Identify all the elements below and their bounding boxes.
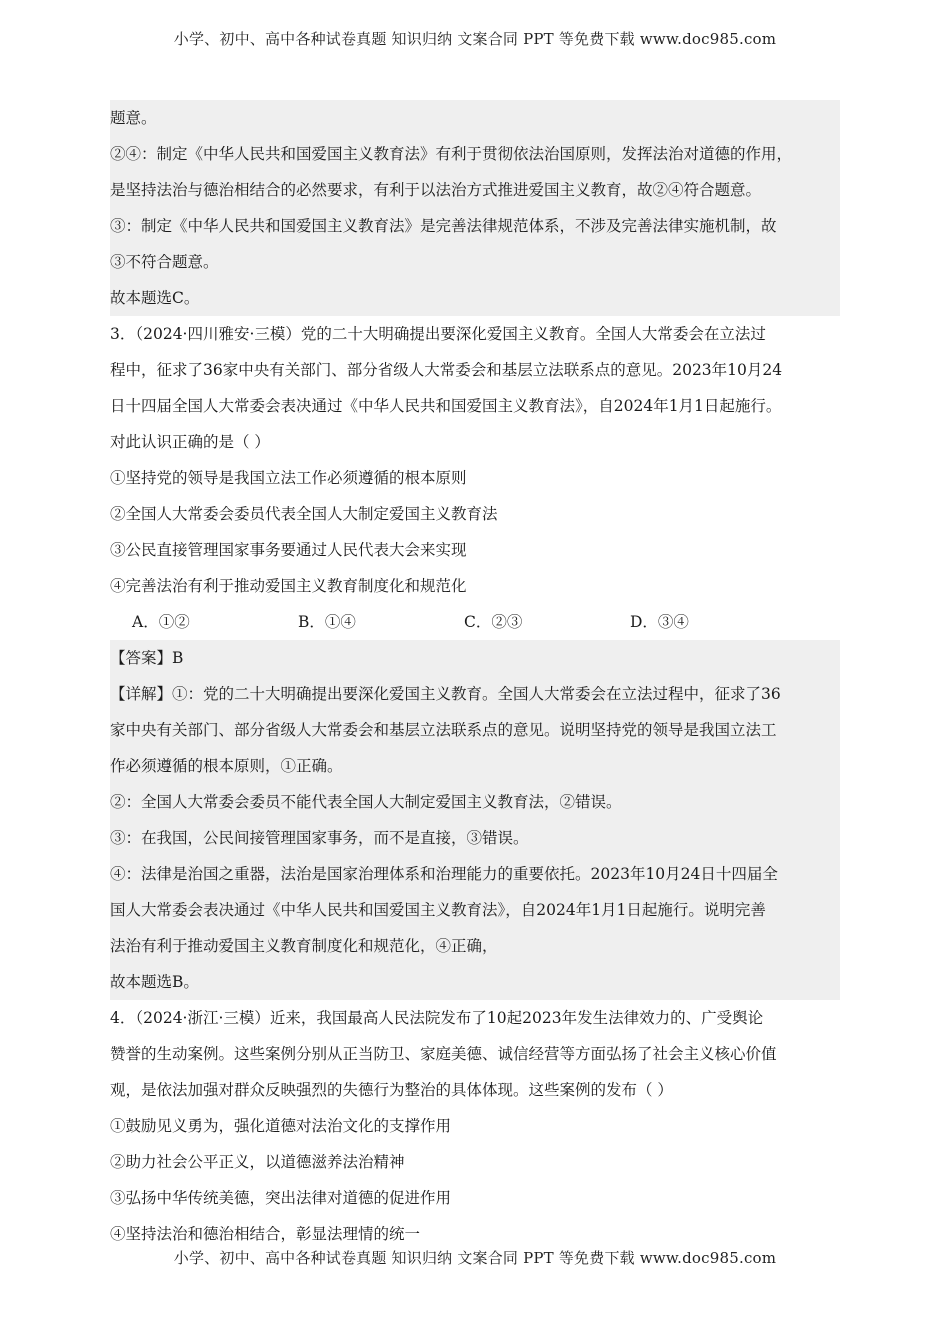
question-4 bbox=[110, 1000, 840, 1252]
page-footer: 小学、初中、高中各种试卷真题 知识归纳 文案合同 PPT 等免费下载 www.doc985.com bbox=[173, 1249, 777, 1267]
statement: ④坚持法治和德治相结合，彰显法理情的统一 bbox=[110, 1225, 421, 1243]
question-stem-line: 3．（2024·四川雅安·三模）党的二十大明确提出要深化爱国主义教育。全国人大常委会在立法过 bbox=[110, 325, 766, 343]
question-stem-line: 观，是依法加强对群众反映强烈的失德行为整治的具体体现。这些案例的发布（ ） bbox=[110, 1081, 673, 1099]
explanation-line: 国人大常委会表决通过《中华人民共和国爱国主义教育法》，自2024年1月1日起施行。说明完善 bbox=[110, 901, 766, 919]
text-line: 故本题选C。 bbox=[110, 289, 200, 307]
document-body bbox=[110, 100, 840, 1252]
statement: ④完善法治有利于推动爱国主义教育制度化和规范化 bbox=[110, 577, 467, 595]
statement: ③公民直接管理国家事务要通过人民代表大会来实现 bbox=[110, 541, 467, 559]
question-stem-line: 日十四届全国人大常委会表决通过《中华人民共和国爱国主义教育法》，自2024年1月1日起施行。 bbox=[110, 397, 782, 415]
explanation-line: ③：在我国，公民间接管理国家事务，而不是直接，③错误。 bbox=[110, 829, 529, 847]
previous-explanation-block bbox=[110, 100, 840, 316]
question-3 bbox=[110, 316, 840, 640]
text-line: ③不符合题意。 bbox=[110, 253, 219, 271]
question-stem-line: 赞誉的生动案例。这些案例分别从正当防卫、家庭美德、诚信经营等方面弘扬了社会主义核心价值 bbox=[110, 1045, 777, 1063]
explanation-line: ②：全国人大常委会委员不能代表全国人大制定爱国主义教育法，②错误。 bbox=[110, 793, 622, 811]
option-d: D．③④ bbox=[630, 613, 689, 631]
explanation-line: 故本题选B。 bbox=[110, 973, 199, 991]
explanation-line: 法治有利于推动爱国主义教育制度化和规范化，④正确， bbox=[110, 937, 498, 955]
page-header: 小学、初中、高中各种试卷真题 知识归纳 文案合同 PPT 等免费下载 www.doc985.com bbox=[173, 30, 777, 48]
answer-options bbox=[110, 604, 840, 640]
question-3-solution bbox=[110, 640, 840, 1000]
text-line: 是坚持法治与德治相结合的必然要求，有利于以法治方式推进爱国主义教育，故②④符合题意。 bbox=[110, 181, 762, 199]
text-line: 题意。 bbox=[110, 109, 157, 127]
explanation-line: ④：法律是治国之重器，法治是国家治理体系和治理能力的重要依托。2023年10月24日十四届全 bbox=[110, 865, 778, 883]
question-stem-line: 程中，征求了36家中央有关部门、部分省级人大常委会和基层立法联系点的意见。2023年10月24 bbox=[110, 361, 783, 379]
option-a: A．①② bbox=[132, 613, 190, 631]
option-c: C．②③ bbox=[464, 613, 523, 631]
question-stem-line: 对此认识正确的是（ ） bbox=[110, 433, 270, 451]
statement: ①坚持党的领导是我国立法工作必须遵循的根本原则 bbox=[110, 469, 467, 487]
text-line: ②④：制定《中华人民共和国爱国主义教育法》有利于贯彻依法治国原则，发挥法治对道德的作用， bbox=[110, 145, 793, 163]
explanation-line: 【详解】①：党的二十大明确提出要深化爱国主义教育。全国人大常委会在立法过程中，征求了36 bbox=[110, 685, 781, 703]
option-b: B．①④ bbox=[298, 613, 356, 631]
question-stem-line: 4．（2024·浙江·三模）近来，我国最高人民法院发布了10起2023年发生法律效力的、广受舆论 bbox=[110, 1009, 764, 1027]
statement: ②全国人大常委会委员代表全国人大制定爱国主义教育法 bbox=[110, 505, 498, 523]
statement: ③弘扬中华传统美德，突出法律对道德的促进作用 bbox=[110, 1189, 452, 1207]
text-line: ③：制定《中华人民共和国爱国主义教育法》是完善法律规范体系，不涉及完善法律实施机制，故 bbox=[110, 217, 777, 235]
explanation-line: 作必须遵循的根本原则，①正确。 bbox=[110, 757, 343, 775]
statement: ②助力社会公平正义，以道德滋养法治精神 bbox=[110, 1153, 405, 1171]
statement: ①鼓励见义勇为，强化道德对法治文化的支撑作用 bbox=[110, 1117, 452, 1135]
explanation-line: 家中央有关部门、部分省级人大常委会和基层立法联系点的意见。说明坚持党的领导是我国立法工 bbox=[110, 721, 777, 739]
answer-line: 【答案】B bbox=[110, 649, 184, 667]
